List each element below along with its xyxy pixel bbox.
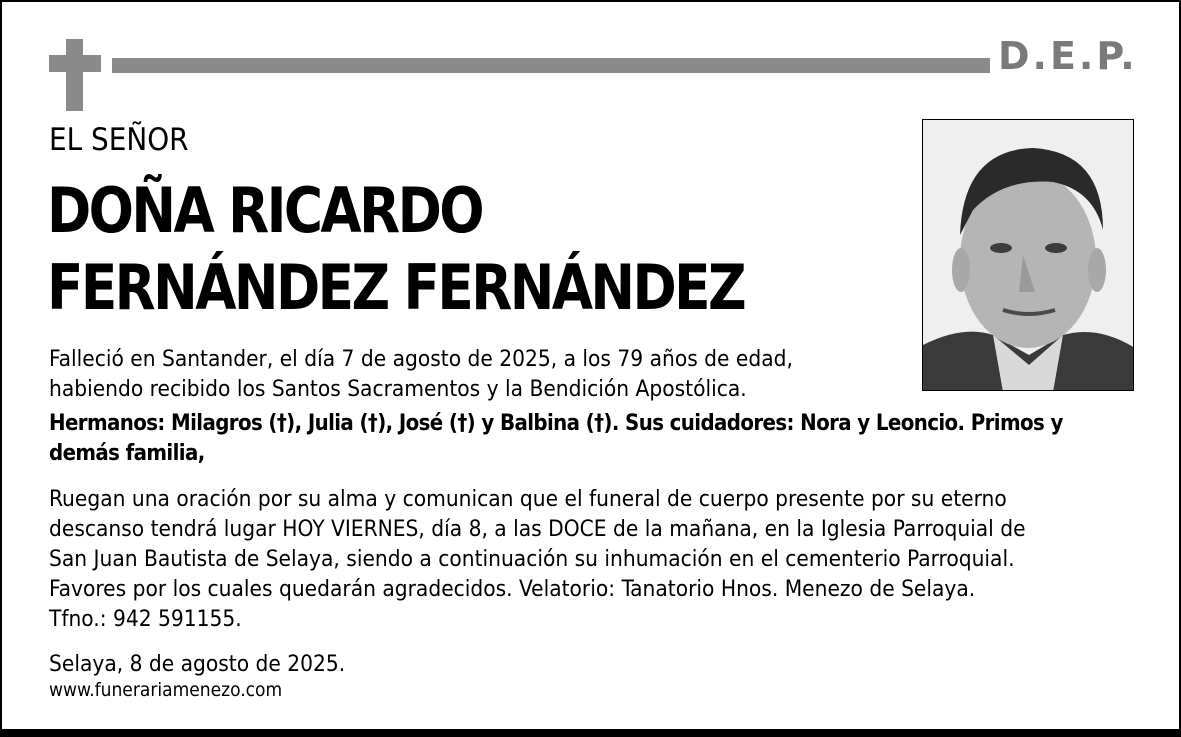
deceased-name-line2: FERNÁNDEZ FERNÁNDEZ — [47, 251, 745, 324]
family-paragraph — [49, 409, 1063, 469]
death-notice-paragraph — [49, 344, 793, 404]
deceased-name-line1: DOÑA RICARDO — [47, 174, 483, 247]
text-line: demás familia, — [49, 441, 205, 466]
text-line: Tfno.: 942 591155. — [49, 606, 242, 632]
place-date: Selaya, 8 de agosto de 2025. — [49, 651, 346, 677]
text-line: Falleció en Santander, el día 7 de agosto de 2025, a los 79 años de edad, — [49, 346, 793, 372]
title-prefix: EL SEÑOR — [49, 122, 189, 158]
text-line: habiendo recibido los Santos Sacramentos y la Bendición Apostólica. — [49, 376, 747, 402]
text-line: Ruegan una oración por su alma y comunican que el funeral de cuerpo presente por su eterno — [49, 486, 1007, 512]
text-line: San Juan Bautista de Selaya, siendo a continuación su inhumación en el cementerio Parroquial. — [49, 546, 1015, 572]
portrait-photo — [922, 119, 1134, 391]
website-link[interactable]: www.funerariamenezo.com — [49, 679, 283, 701]
portrait-image — [923, 120, 1134, 391]
text-line: Favores por los cuales quedarán agradecidos. Velatorio: Tanatorio Hnos. Menezo de Selaya. — [49, 576, 976, 602]
text-line: descanso tendrá lugar HOY VIERNES, día 8, a las DOCE de la mañana, en la Iglesia Parroquial de — [49, 516, 1026, 542]
dep-label: D.E.P. — [998, 34, 1138, 78]
text-line: Hermanos: Milagros (†), Julia (†), José (†) y Balbina (†). Sus cuidadores: Nora y Leoncio. Primos y — [49, 411, 1063, 436]
funeral-paragraph — [49, 484, 1026, 634]
cross-icon — [49, 39, 101, 111]
header-rule — [112, 58, 990, 73]
